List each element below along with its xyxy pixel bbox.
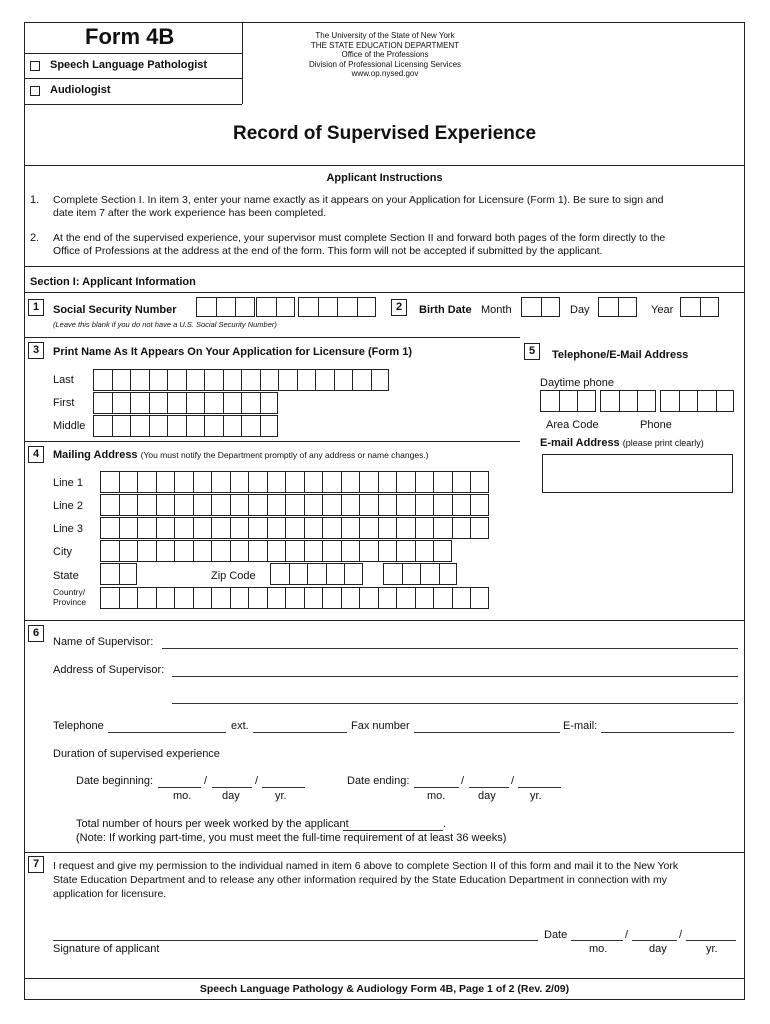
sign-yr-line[interactable] [686,940,736,941]
country-label-l2: Province [53,597,87,607]
phone-label: Phone [640,419,672,431]
city-label: City [53,546,72,558]
sup-name-label: Name of Supervisor: [53,636,154,648]
instr-num: 1. [30,194,40,206]
agency-url: www.op.nysed.gov [351,69,419,78]
item-number: 5 [524,343,540,360]
country-boxes[interactable] [100,587,489,609]
state-boxes[interactable] [100,563,137,585]
ext-label: ext. [231,720,249,732]
mail-label-row [53,449,429,461]
email6-label: E-mail: [563,720,598,732]
ssn-boxes-a[interactable] [196,297,255,317]
year-label: Year [651,304,674,316]
instr-text: Complete Section I. In item 3, enter your name exactly as it appears on your Application for Licensure (Form 1). Be sure to sign and [53,194,664,206]
divider [24,104,242,105]
begin-day-line[interactable] [212,787,252,788]
item-number: 3 [28,342,44,359]
signature-line[interactable] [53,940,538,941]
agency-line: Office of the Professions [341,50,429,59]
checkbox-slp[interactable] [30,61,40,71]
line2-label: Line 2 [53,500,83,512]
middle-name-boxes[interactable] [93,415,278,437]
instructions-heading: Applicant Instructions [326,172,443,184]
sign-day: day [649,943,667,955]
option-slp-label: Speech Language Pathologist [50,59,208,71]
tel-label: Telephone/E-Mail Address [552,349,689,361]
signature-label: Signature of applicant [53,943,160,955]
birth-day-boxes[interactable] [598,297,637,317]
email-label-row [540,437,704,449]
total-line[interactable] [343,830,443,831]
zip-boxes-b[interactable] [383,563,457,585]
divider [24,978,745,979]
end-mo-line[interactable] [414,787,459,788]
end-label: Date ending: [347,775,410,787]
last-label: Last [53,374,74,386]
line1-label: Line 1 [53,477,83,489]
first-name-boxes[interactable] [93,392,278,414]
month-label: Month [481,304,512,316]
state-label: State [53,570,79,582]
agency-line: Division of Professional Licensing Services [308,59,462,69]
divider [24,292,745,293]
daytime-label: Daytime phone [540,377,614,389]
line1-boxes[interactable] [100,471,489,493]
slash: / [255,775,259,787]
line3-boxes[interactable] [100,517,489,539]
sup-addr-line2[interactable] [172,703,738,704]
sup-addr-label: Address of Supervisor: [53,664,165,676]
slash: / [679,929,683,941]
agency-line: THE STATE EDUCATION DEPARTMENT [310,40,460,50]
footer-text: Speech Language Pathology & Audiology Form 4B, Page 1 of 2 (Rev. 2/09) [199,983,570,995]
section1-heading: Section I: Applicant Information [30,276,196,288]
country-label [53,587,86,607]
end-yr: yr. [530,790,542,802]
end-mo: mo. [427,790,446,802]
ssn-label: Social Security Number [53,304,177,316]
line3-label: Line 3 [53,523,83,535]
email-box[interactable] [542,454,733,493]
divider [242,22,243,104]
divider [24,337,520,338]
sign-day-line[interactable] [632,940,677,941]
divider [24,165,745,166]
begin-mo: mo. [173,790,192,802]
name-label: Print Name As It Appears On Your Application for Licensure (Form 1) [53,346,412,358]
mail-label: Mailing Address [53,449,138,461]
agency-block [255,31,515,79]
begin-mo-line[interactable] [158,787,201,788]
item-number: 4 [28,446,44,463]
sup-addr-line[interactable] [172,676,738,677]
consent-text: I request and give my permission to the individual named in item 6 above to complete Section II of this form and mail it to the New York [53,860,679,872]
slash: / [461,775,465,787]
consent-text: application for licensure. [53,888,167,900]
slash: / [204,775,208,787]
area-label: Area Code [546,419,599,431]
slash: / [511,775,515,787]
item-number: 1 [28,299,44,316]
sign-mo: mo. [589,943,608,955]
agency-line: The University of the State of New York [315,31,455,40]
divider [24,78,242,79]
birth-label: Birth Date [419,304,472,316]
divider [24,852,745,853]
item-number: 2 [391,299,407,316]
item-number: 6 [28,625,44,642]
slash: / [625,929,629,941]
duration-label: Duration of supervised experience [53,748,220,760]
mail-note: (You must notify the Department promptly of any address or name changes.) [140,450,429,460]
city-boxes[interactable] [100,540,452,562]
divider [24,53,242,54]
sign-date-label: Date [544,929,568,941]
sign-mo-line[interactable] [571,940,623,941]
first-label: First [53,397,75,409]
instr-num: 2. [30,232,40,244]
begin-label: Date beginning: [76,775,154,787]
email6-line[interactable] [601,732,734,733]
divider [24,441,520,442]
divider [24,266,745,267]
zip-label: Zip Code [211,570,256,582]
ssn-boxes-c[interactable] [298,297,376,317]
telephone-label: Telephone [53,720,104,732]
end-yr-line[interactable] [518,787,561,788]
fax-label: Fax number [351,720,410,732]
email-note: (please print clearly) [622,438,704,448]
option-aud-label: Audiologist [50,84,111,96]
telephone-line[interactable] [108,732,226,733]
ext-line[interactable] [253,732,347,733]
begin-yr-line[interactable] [262,787,305,788]
instr-text: Office of Professions at the address at the end of the form. This form will not be accepted if submitted by the applicant. [53,245,603,257]
day-label: Day [570,304,590,316]
last-name-boxes[interactable] [93,369,389,391]
phone-boxes-a[interactable] [600,390,656,412]
checkbox-audiologist[interactable] [30,86,40,96]
sign-yr: yr. [706,943,718,955]
email-label: E-mail Address [540,437,620,449]
fax-line[interactable] [414,732,560,733]
instr-text: At the end of the supervised experience, your supervisor must complete Section II and forward both pages of the form directly to the [53,232,666,244]
begin-yr: yr. [275,790,287,802]
item-number: 7 [28,856,44,873]
instr-text: date item 7 after the work experience has been completed. [53,207,327,219]
middle-label: Middle [53,420,86,432]
birth-month-boxes[interactable] [521,297,560,317]
ssn-boxes-b[interactable] [256,297,295,317]
zip-boxes-a[interactable] [270,563,363,585]
end-day: day [478,790,496,802]
document-title: Record of Supervised Experience [232,123,537,144]
period: . [443,818,447,830]
country-label-l1: Country/ [53,587,86,597]
line2-boxes[interactable] [100,494,489,516]
area-code-boxes[interactable] [540,390,596,412]
consent-text: State Education Department and to release any other information required by the State Education Department in connection with my [53,874,668,886]
total-label: Total number of hours per week worked by the applicant [76,818,349,830]
divider [24,620,745,621]
birth-year-boxes[interactable] [680,297,719,317]
sup-name-line[interactable] [162,648,738,649]
ssn-note: (Leave this blank if you do not have a U.S. Social Security Number) [53,320,277,329]
end-day-line[interactable] [469,787,509,788]
form-title: Form 4B [85,24,175,49]
begin-day: day [222,790,240,802]
phone-boxes-b[interactable] [660,390,734,412]
parttime-note: (Note: If working part-time, you must meet the full-time requirement of at least 36 weeks) [76,832,507,844]
